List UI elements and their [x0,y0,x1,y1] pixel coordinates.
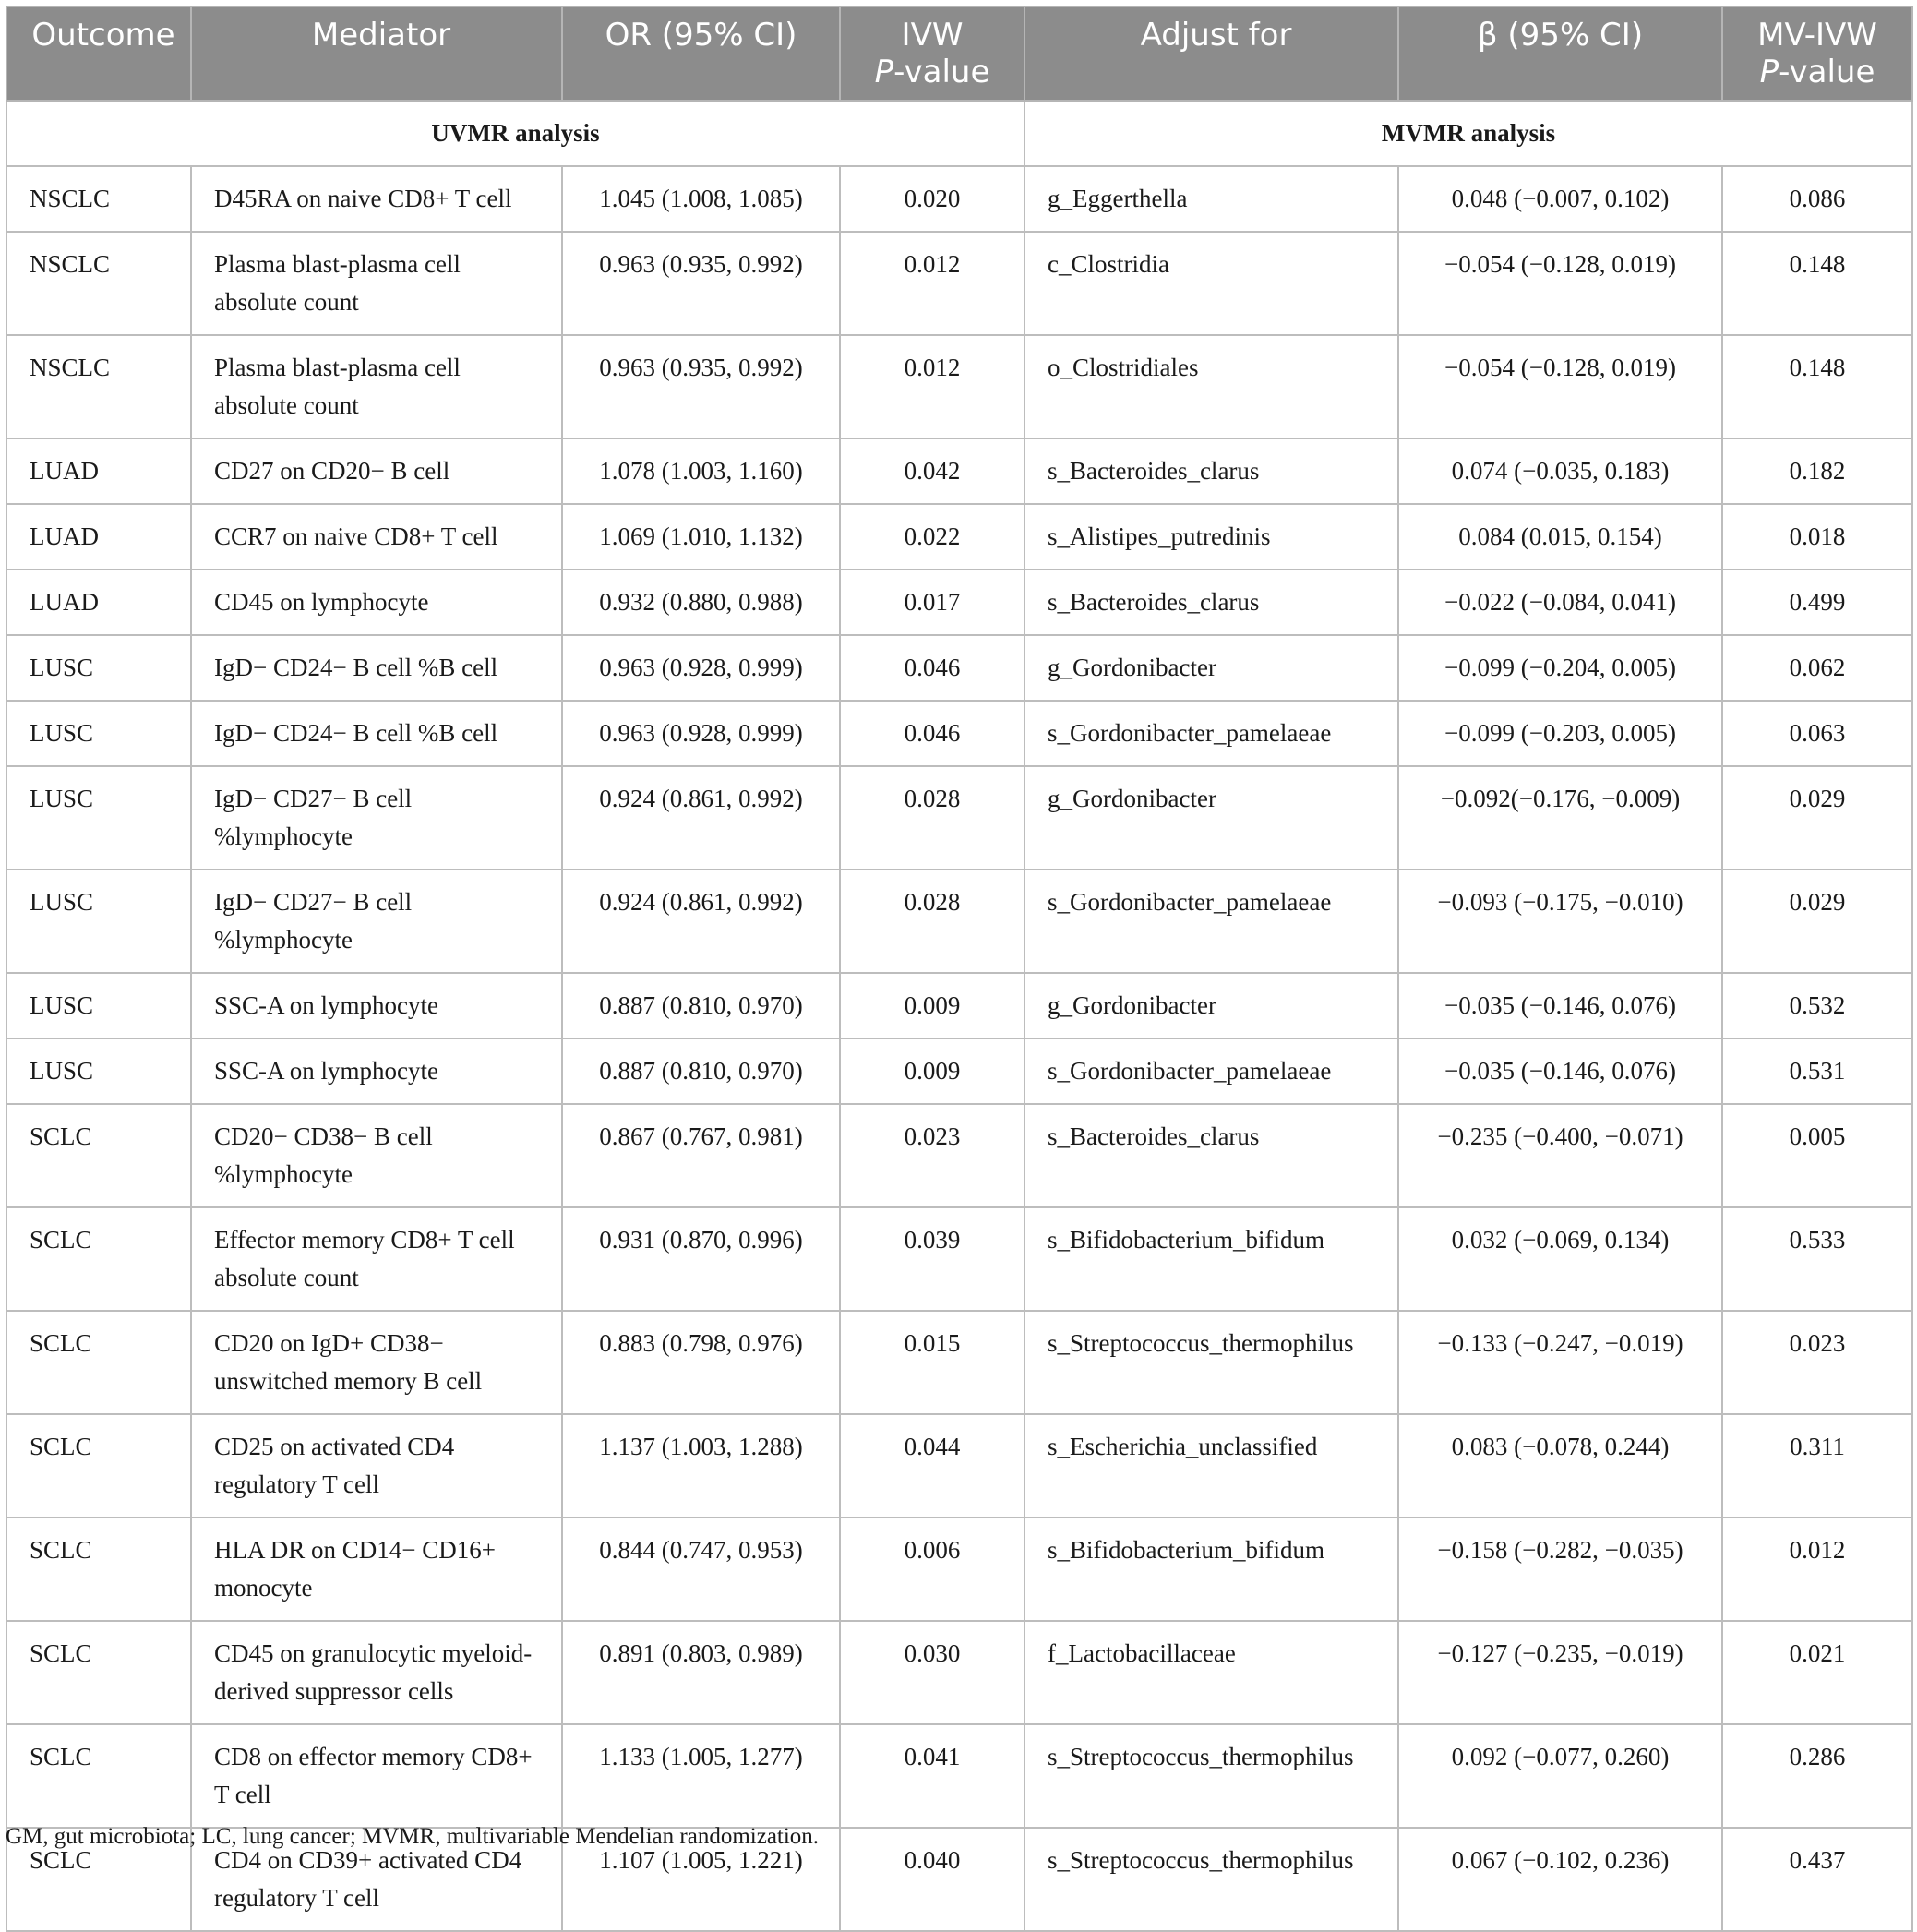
cell-ivw-p: 0.023 [840,1104,1024,1207]
cell-mediator: IgD− CD24− B cell %B cell [191,701,562,766]
table-row [6,504,1912,570]
table-row [6,1311,1912,1414]
cell-ivw-p: 0.012 [840,335,1024,438]
cell-or-ci: 0.924 (0.861, 0.992) [562,870,840,973]
cell-mediator: IgD− CD27− B cell %lymphocyte [191,766,562,870]
table-row [6,973,1912,1038]
cell-adjust-for: s_Bacteroides_clarus [1024,438,1398,504]
cell-adjust-for: s_Bacteroides_clarus [1024,1104,1398,1207]
cell-adjust-for: s_Escherichia_unclassified [1024,1414,1398,1518]
cell-outcome: SCLC [6,1621,191,1724]
cell-adjust-for: g_Gordonibacter [1024,766,1398,870]
cell-or-ci: 1.045 (1.008, 1.085) [562,166,840,232]
cell-adjust-for: s_Streptococcus_thermophilus [1024,1311,1398,1414]
header-beta-ci: β (95% CI) [1398,6,1722,101]
cell-mediator: CCR7 on naive CD8+ T cell [191,504,562,570]
header-mediator: Mediator [191,6,562,101]
table-row [6,335,1912,438]
cell-beta-ci: −0.158 (−0.282, −0.035) [1398,1518,1722,1621]
cell-outcome: NSCLC [6,335,191,438]
cell-mediator: IgD− CD24− B cell %B cell [191,635,562,701]
cell-mediator: Effector memory CD8+ T cell absolute count [191,1207,562,1311]
cell-beta-ci: −0.035 (−0.146, 0.076) [1398,973,1722,1038]
cell-beta-ci: 0.074 (−0.035, 0.183) [1398,438,1722,504]
cell-outcome: LUSC [6,635,191,701]
cell-mediator: CD45 on granulocytic myeloid-derived suppressor cells [191,1621,562,1724]
cell-mediator: CD20 on IgD+ CD38− unswitched memory B cell [191,1311,562,1414]
cell-or-ci: 1.069 (1.010, 1.132) [562,504,840,570]
cell-mediator: Plasma blast-plasma cell absolute count [191,232,562,335]
header-mv-ivw-p [1722,6,1912,101]
table-row [6,635,1912,701]
cell-beta-ci: −0.099 (−0.203, 0.005) [1398,701,1722,766]
section-uvmr: UVMR analysis [6,101,1024,166]
cell-mv-ivw-p: 0.437 [1722,1828,1912,1931]
cell-outcome: SCLC [6,1828,191,1931]
table-body [6,101,1912,1931]
cell-mediator: CD20− CD38− B cell %lymphocyte [191,1104,562,1207]
table-row [6,1038,1912,1104]
cell-or-ci: 0.844 (0.747, 0.953) [562,1518,840,1621]
cell-mv-ivw-p: 0.182 [1722,438,1912,504]
cell-beta-ci: −0.054 (−0.128, 0.019) [1398,335,1722,438]
cell-mv-ivw-p: 0.021 [1722,1621,1912,1724]
header-ivw-suffix: -value [893,54,990,90]
cell-ivw-p: 0.030 [840,1621,1024,1724]
cell-beta-ci: −0.093 (−0.175, −0.010) [1398,870,1722,973]
cell-beta-ci: −0.235 (−0.400, −0.071) [1398,1104,1722,1207]
cell-outcome: LUSC [6,973,191,1038]
cell-adjust-for: s_Gordonibacter_pamelaeae [1024,1038,1398,1104]
cell-mv-ivw-p: 0.311 [1722,1414,1912,1518]
header-row [6,6,1912,101]
table-row [6,766,1912,870]
cell-ivw-p: 0.028 [840,766,1024,870]
cell-ivw-p: 0.020 [840,166,1024,232]
cell-beta-ci: 0.048 (−0.007, 0.102) [1398,166,1722,232]
cell-outcome: NSCLC [6,166,191,232]
cell-beta-ci: 0.067 (−0.102, 0.236) [1398,1828,1722,1931]
cell-outcome: SCLC [6,1207,191,1311]
cell-beta-ci: 0.084 (0.015, 0.154) [1398,504,1722,570]
cell-ivw-p: 0.022 [840,504,1024,570]
cell-beta-ci: −0.022 (−0.084, 0.041) [1398,570,1722,635]
results-table-container [6,6,1911,1932]
header-ivw-p [840,6,1024,101]
cell-ivw-p: 0.017 [840,570,1024,635]
table-row [6,166,1912,232]
cell-ivw-p: 0.028 [840,870,1024,973]
cell-beta-ci: 0.032 (−0.069, 0.134) [1398,1207,1722,1311]
cell-beta-ci: −0.099 (−0.204, 0.005) [1398,635,1722,701]
cell-outcome: LUSC [6,701,191,766]
cell-mv-ivw-p: 0.148 [1722,232,1912,335]
cell-mediator: CD45 on lymphocyte [191,570,562,635]
cell-mv-ivw-p: 0.023 [1722,1311,1912,1414]
cell-outcome: NSCLC [6,232,191,335]
header-or-ci: OR (95% CI) [562,6,840,101]
cell-adjust-for: s_Bifidobacterium_bifidum [1024,1518,1398,1621]
cell-mv-ivw-p: 0.499 [1722,570,1912,635]
table-row [6,1414,1912,1518]
cell-or-ci: 0.924 (0.861, 0.992) [562,766,840,870]
cell-ivw-p: 0.015 [840,1311,1024,1414]
cell-or-ci: 1.107 (1.005, 1.221) [562,1828,840,1931]
cell-adjust-for: g_Eggerthella [1024,166,1398,232]
cell-mediator: CD4 on CD39+ activated CD4 regulatory T cell [191,1828,562,1931]
cell-beta-ci: 0.083 (−0.078, 0.244) [1398,1414,1722,1518]
cell-beta-ci: −0.092(−0.176, −0.009) [1398,766,1722,870]
cell-mv-ivw-p: 0.029 [1722,870,1912,973]
cell-mediator: SSC-A on lymphocyte [191,973,562,1038]
table-row [6,570,1912,635]
cell-adjust-for: s_Streptococcus_thermophilus [1024,1724,1398,1828]
cell-or-ci: 0.883 (0.798, 0.976) [562,1311,840,1414]
cell-mediator: CD27 on CD20− B cell [191,438,562,504]
cell-beta-ci: 0.092 (−0.077, 0.260) [1398,1724,1722,1828]
section-row [6,101,1912,166]
cell-ivw-p: 0.006 [840,1518,1024,1621]
table-row [6,232,1912,335]
header-mv-line1: MV-IVW [1757,17,1877,54]
cell-adjust-for: s_Bifidobacterium_bifidum [1024,1207,1398,1311]
section-mvmr: MVMR analysis [1024,101,1912,166]
cell-ivw-p: 0.046 [840,701,1024,766]
cell-outcome: LUSC [6,870,191,973]
cell-mv-ivw-p: 0.286 [1722,1724,1912,1828]
cell-or-ci: 0.963 (0.935, 0.992) [562,232,840,335]
cell-outcome: SCLC [6,1311,191,1414]
cell-or-ci: 0.963 (0.928, 0.999) [562,701,840,766]
cell-mv-ivw-p: 0.532 [1722,973,1912,1038]
table-footnote: GM, gut microbiota; LC, lung cancer; MVMR, multivariable Mendelian randomization. [6,1824,820,1849]
cell-adjust-for: g_Gordonibacter [1024,973,1398,1038]
table-row [6,870,1912,973]
header-mv-p-letter: P [1759,54,1779,90]
cell-mv-ivw-p: 0.012 [1722,1518,1912,1621]
table-row [6,1621,1912,1724]
table-row [6,1724,1912,1828]
cell-outcome: SCLC [6,1724,191,1828]
cell-or-ci: 1.133 (1.005, 1.277) [562,1724,840,1828]
cell-or-ci: 0.891 (0.803, 0.989) [562,1621,840,1724]
cell-or-ci: 1.078 (1.003, 1.160) [562,438,840,504]
cell-ivw-p: 0.044 [840,1414,1024,1518]
cell-mediator: HLA DR on CD14− CD16+ monocyte [191,1518,562,1621]
cell-mediator: D45RA on naive CD8+ T cell [191,166,562,232]
cell-mediator: CD8 on effector memory CD8+ T cell [191,1724,562,1828]
cell-mv-ivw-p: 0.063 [1722,701,1912,766]
cell-adjust-for: s_Streptococcus_thermophilus [1024,1828,1398,1931]
header-ivw-p-letter: P [874,54,894,90]
cell-or-ci: 0.932 (0.880, 0.988) [562,570,840,635]
cell-or-ci: 0.963 (0.935, 0.992) [562,335,840,438]
cell-outcome: LUSC [6,766,191,870]
cell-mediator: SSC-A on lymphocyte [191,1038,562,1104]
cell-outcome: LUAD [6,570,191,635]
table-row [6,701,1912,766]
cell-mv-ivw-p: 0.086 [1722,166,1912,232]
cell-or-ci: 0.887 (0.810, 0.970) [562,973,840,1038]
cell-beta-ci: −0.133 (−0.247, −0.019) [1398,1311,1722,1414]
table-row [6,438,1912,504]
cell-outcome: LUAD [6,438,191,504]
mr-results-table [6,6,1913,1932]
cell-mediator: Plasma blast-plasma cell absolute count [191,335,562,438]
cell-outcome: SCLC [6,1414,191,1518]
header-outcome: Outcome [6,6,191,101]
cell-or-ci: 1.137 (1.003, 1.288) [562,1414,840,1518]
cell-ivw-p: 0.042 [840,438,1024,504]
table-row [6,1518,1912,1621]
cell-mv-ivw-p: 0.029 [1722,766,1912,870]
cell-adjust-for: s_Alistipes_putredinis [1024,504,1398,570]
cell-outcome: SCLC [6,1104,191,1207]
cell-or-ci: 0.963 (0.928, 0.999) [562,635,840,701]
cell-mv-ivw-p: 0.062 [1722,635,1912,701]
cell-mv-ivw-p: 0.531 [1722,1038,1912,1104]
cell-adjust-for: s_Bacteroides_clarus [1024,570,1398,635]
cell-outcome: LUSC [6,1038,191,1104]
cell-adjust-for: f_Lactobacillaceae [1024,1621,1398,1724]
cell-mediator: IgD− CD27− B cell %lymphocyte [191,870,562,973]
cell-mv-ivw-p: 0.018 [1722,504,1912,570]
cell-beta-ci: −0.127 (−0.235, −0.019) [1398,1621,1722,1724]
cell-mediator: CD25 on activated CD4 regulatory T cell [191,1414,562,1518]
cell-adjust-for: s_Gordonibacter_pamelaeae [1024,870,1398,973]
cell-ivw-p: 0.039 [840,1207,1024,1311]
header-ivw-line1: IVW [901,17,964,54]
cell-or-ci: 0.887 (0.810, 0.970) [562,1038,840,1104]
cell-outcome: LUAD [6,504,191,570]
cell-or-ci: 0.867 (0.767, 0.981) [562,1104,840,1207]
cell-ivw-p: 0.009 [840,973,1024,1038]
cell-adjust-for: g_Gordonibacter [1024,635,1398,701]
cell-mv-ivw-p: 0.148 [1722,335,1912,438]
cell-or-ci: 0.931 (0.870, 0.996) [562,1207,840,1311]
cell-beta-ci: −0.054 (−0.128, 0.019) [1398,232,1722,335]
cell-adjust-for: c_Clostridia [1024,232,1398,335]
table-row [6,1207,1912,1311]
cell-mv-ivw-p: 0.533 [1722,1207,1912,1311]
table-row [6,1104,1912,1207]
cell-beta-ci: −0.035 (−0.146, 0.076) [1398,1038,1722,1104]
cell-ivw-p: 0.009 [840,1038,1024,1104]
header-mv-suffix: -value [1779,54,1875,90]
cell-outcome: SCLC [6,1518,191,1621]
cell-ivw-p: 0.041 [840,1724,1024,1828]
cell-ivw-p: 0.046 [840,635,1024,701]
cell-adjust-for: s_Gordonibacter_pamelaeae [1024,701,1398,766]
cell-adjust-for: o_Clostridiales [1024,335,1398,438]
cell-ivw-p: 0.012 [840,232,1024,335]
cell-ivw-p: 0.040 [840,1828,1024,1931]
header-adjust-for: Adjust for [1024,6,1398,101]
cell-mv-ivw-p: 0.005 [1722,1104,1912,1207]
